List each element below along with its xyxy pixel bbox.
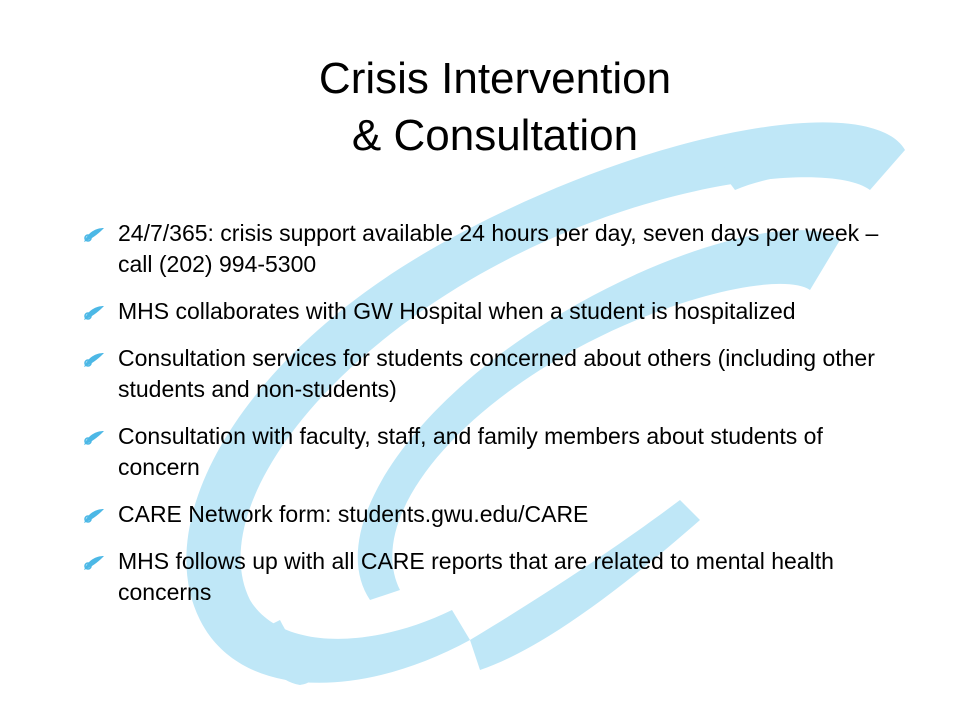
bullet-item: [80, 499, 880, 530]
leaf-bullet-icon: [82, 226, 106, 244]
slide-title: [0, 50, 960, 164]
leaf-bullet-icon: [82, 351, 106, 369]
bullet-item: [80, 546, 880, 608]
bullet-item: [80, 421, 880, 483]
bullet-text: Consultation with faculty, staff, and family members about students of concern: [118, 423, 823, 480]
bullet-text: MHS collaborates with GW Hospital when a student is hospitalized: [118, 298, 796, 324]
slide-title-line-1: Crisis Intervention: [318, 54, 672, 103]
bullet-text: Consultation services for students concerned about others (including other students and non-students): [118, 345, 875, 402]
slide-title-line-2: & Consultation: [351, 111, 639, 160]
bullet-item: [80, 218, 880, 280]
bullet-text: CARE Network form: students.gwu.edu/CARE: [118, 501, 589, 527]
bullet-list: [80, 218, 880, 624]
leaf-bullet-icon: [82, 554, 106, 572]
bullet-item: [80, 296, 880, 327]
bullet-text: MHS follows up with all CARE reports that are related to mental health concerns: [118, 548, 834, 605]
bullet-text: 24/7/365: crisis support available 24 hours per day, seven days per week – call (202) 994-5300: [118, 220, 879, 277]
bullet-item: [80, 343, 880, 405]
leaf-bullet-icon: [82, 507, 106, 525]
leaf-bullet-icon: [82, 304, 106, 322]
leaf-bullet-icon: [82, 429, 106, 447]
